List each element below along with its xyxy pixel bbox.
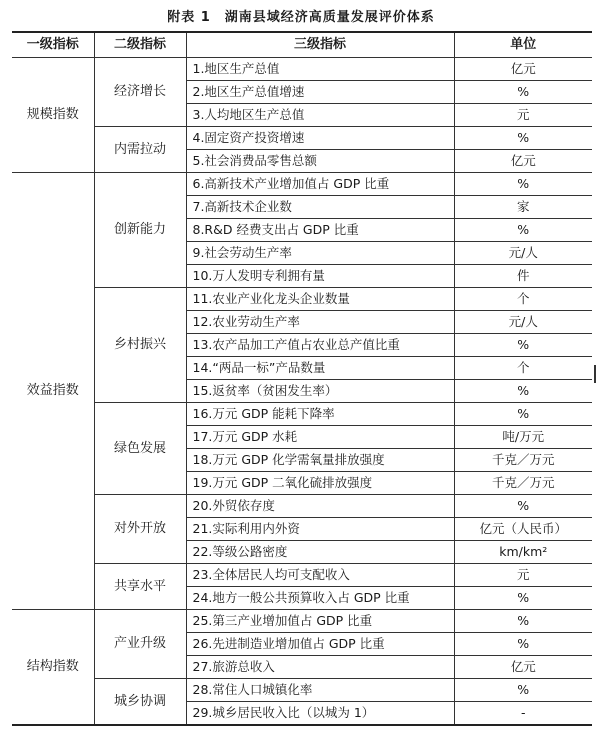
unit-cell: 亿元 bbox=[454, 150, 592, 173]
indicator-cell: 28.常住人口城镇化率 bbox=[186, 679, 454, 702]
table-row bbox=[12, 610, 592, 633]
indicator-cell: 8.R&D 经费支出占 GDP 比重 bbox=[186, 219, 454, 242]
unit-cell: % bbox=[454, 495, 592, 518]
level2-cell: 绿色发展 bbox=[94, 403, 186, 495]
indicator-cell: 11.农业产业化龙头企业数量 bbox=[186, 288, 454, 311]
indicator-cell: 4.固定资产投资增速 bbox=[186, 127, 454, 150]
indicator-cell: 1.地区生产总值 bbox=[186, 58, 454, 81]
header-unit: 单位 bbox=[454, 32, 592, 58]
unit-cell: km/km² bbox=[454, 541, 592, 564]
level2-cell: 城乡协调 bbox=[94, 679, 186, 726]
unit-cell: 个 bbox=[454, 357, 592, 380]
indicator-cell: 6.高新技术产业增加值占 GDP 比重 bbox=[186, 173, 454, 196]
indicator-cell: 18.万元 GDP 化学需氧量排放强度 bbox=[186, 449, 454, 472]
table-row bbox=[12, 173, 592, 196]
indicator-cell: 24.地方一般公共预算收入占 GDP 比重 bbox=[186, 587, 454, 610]
table-row bbox=[12, 403, 592, 426]
unit-cell: % bbox=[454, 173, 592, 196]
indicator-cell: 12.农业劳动生产率 bbox=[186, 311, 454, 334]
table-row bbox=[12, 58, 592, 81]
header-level3: 三级指标 bbox=[186, 32, 454, 58]
indicator-cell: 7.高新技术企业数 bbox=[186, 196, 454, 219]
unit-cell: % bbox=[454, 81, 592, 104]
indicator-cell: 16.万元 GDP 能耗下降率 bbox=[186, 403, 454, 426]
indicator-cell: 13.农产品加工产值占农业总产值比重 bbox=[186, 334, 454, 357]
unit-cell: % bbox=[454, 633, 592, 656]
header-level1: 一级指标 bbox=[12, 32, 94, 58]
unit-cell: 千克／万元 bbox=[454, 472, 592, 495]
unit-cell: 家 bbox=[454, 196, 592, 219]
indicator-cell: 20.外贸依存度 bbox=[186, 495, 454, 518]
unit-cell: 亿元 bbox=[454, 656, 592, 679]
unit-cell: 亿元（人民币） bbox=[454, 518, 592, 541]
indicator-cell: 15.返贫率（贫困发生率） bbox=[186, 380, 454, 403]
indicator-cell: 29.城乡居民收入比（以城为 1） bbox=[186, 702, 454, 726]
unit-cell: 元 bbox=[454, 564, 592, 587]
table-row bbox=[12, 127, 592, 150]
unit-cell: % bbox=[454, 219, 592, 242]
indicator-cell: 14.“两品一标”产品数量 bbox=[186, 357, 454, 380]
level2-cell: 乡村振兴 bbox=[94, 288, 186, 403]
unit-cell: % bbox=[454, 403, 592, 426]
unit-cell: % bbox=[454, 127, 592, 150]
unit-cell: % bbox=[454, 380, 592, 403]
unit-cell: % bbox=[454, 679, 592, 702]
indicator-cell: 19.万元 GDP 二氧化硫排放强度 bbox=[186, 472, 454, 495]
indicator-cell: 23.全体居民人均可支配收入 bbox=[186, 564, 454, 587]
unit-cell: % bbox=[454, 334, 592, 357]
table-row bbox=[12, 679, 592, 702]
table-caption: 附表 1 湖南县域经济高质量发展评价体系 bbox=[167, 10, 435, 25]
level2-cell: 产业升级 bbox=[94, 610, 186, 679]
unit-cell: 亿元 bbox=[454, 58, 592, 81]
evaluation-table bbox=[12, 31, 592, 726]
indicator-cell: 3.人均地区生产总值 bbox=[186, 104, 454, 127]
header-level2: 二级指标 bbox=[94, 32, 186, 58]
level2-cell: 创新能力 bbox=[94, 173, 186, 288]
unit-cell: 元/人 bbox=[454, 311, 592, 334]
header-row bbox=[12, 32, 592, 58]
indicator-cell: 2.地区生产总值增速 bbox=[186, 81, 454, 104]
level2-cell: 经济增长 bbox=[94, 58, 186, 127]
unit-cell: 个 bbox=[454, 288, 592, 311]
indicator-cell: 17.万元 GDP 水耗 bbox=[186, 426, 454, 449]
level2-cell: 共享水平 bbox=[94, 564, 186, 610]
indicator-cell: 22.等级公路密度 bbox=[186, 541, 454, 564]
unit-cell: % bbox=[454, 610, 592, 633]
unit-cell: 吨/万元 bbox=[454, 426, 592, 449]
indicator-cell: 21.实际利用内外资 bbox=[186, 518, 454, 541]
unit-cell: % bbox=[454, 587, 592, 610]
indicator-cell: 5.社会消费品零售总额 bbox=[186, 150, 454, 173]
unit-cell: - bbox=[454, 702, 592, 726]
page-edge-mark bbox=[594, 365, 596, 383]
indicator-cell: 26.先进制造业增加值占 GDP 比重 bbox=[186, 633, 454, 656]
level1-cell: 结构指数 bbox=[12, 610, 94, 726]
table-row bbox=[12, 288, 592, 311]
level2-cell: 对外开放 bbox=[94, 495, 186, 564]
table-row bbox=[12, 495, 592, 518]
indicator-cell: 25.第三产业增加值占 GDP 比重 bbox=[186, 610, 454, 633]
level1-cell: 规模指数 bbox=[12, 58, 94, 173]
indicator-cell: 27.旅游总收入 bbox=[186, 656, 454, 679]
level2-cell: 内需拉动 bbox=[94, 127, 186, 173]
unit-cell: 元 bbox=[454, 104, 592, 127]
unit-cell: 元/人 bbox=[454, 242, 592, 265]
table-row bbox=[12, 564, 592, 587]
indicator-cell: 10.万人发明专利拥有量 bbox=[186, 265, 454, 288]
indicator-cell: 9.社会劳动生产率 bbox=[186, 242, 454, 265]
unit-cell: 件 bbox=[454, 265, 592, 288]
level1-cell: 效益指数 bbox=[12, 173, 94, 610]
unit-cell: 千克／万元 bbox=[454, 449, 592, 472]
